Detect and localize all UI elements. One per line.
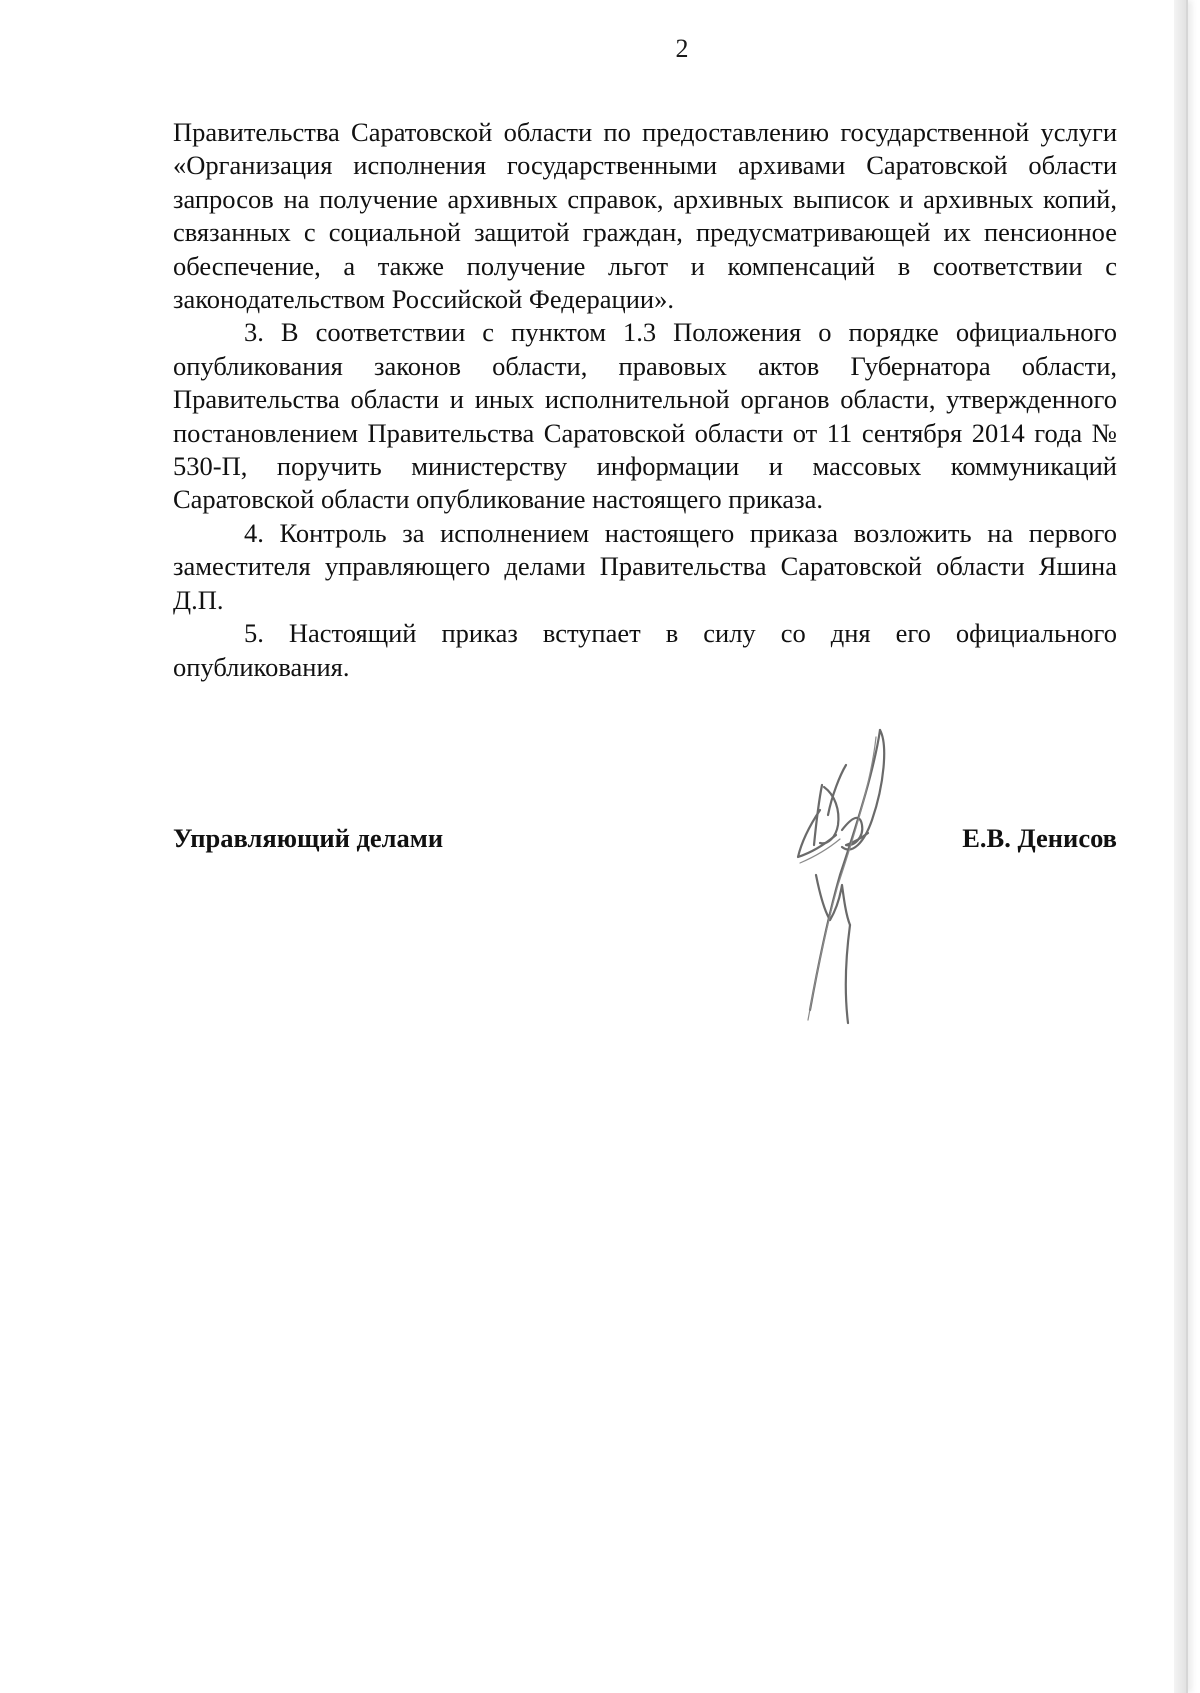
signatory-name: Е.В. Денисов bbox=[962, 823, 1117, 853]
handwritten-signature bbox=[780, 725, 910, 1040]
page-number: 2 bbox=[675, 34, 689, 63]
paragraph-item-4: 4. Контроль за исполнением настоящего приказа возложить на первого заместителя управляющего делами Правительства Саратовской области Яшина Д.П. bbox=[173, 517, 1117, 615]
signature-block bbox=[173, 823, 1117, 863]
page-edge-shadow bbox=[1174, 0, 1186, 1693]
signatory-title: Управляющий делами bbox=[173, 823, 444, 853]
document-body bbox=[173, 116, 1117, 684]
paragraph-continuation: Правительства Саратовской области по предоставлению государственной услуги «Организация исполнения государственными архивами Саратовской области запросов на получение архивных справок, архивных выписок и архивных копий, связанных с социальной защитой граждан, предусматривающей их пенсионное обеспечение, а также получение льгот и компенсаций в соответствии с законодательством Российской Федерации». bbox=[173, 117, 1117, 315]
paragraph-item-3: 3. В соответствии с пунктом 1.3 Положения о порядке официального опубликования законов области, правовых актов Губернатора области, Правительства области и иных исполнительной органов области, утвержденного постановлением Правительства Саратовской области от 11 сентября 2014 года № 530-П, поручить министерству информации и массовых коммуникаций Саратовской области опубликование настоящего приказа. bbox=[173, 317, 1117, 515]
paragraph-item-5: 5. Настоящий приказ вступает в силу со дня его официального опубликования. bbox=[173, 618, 1117, 682]
